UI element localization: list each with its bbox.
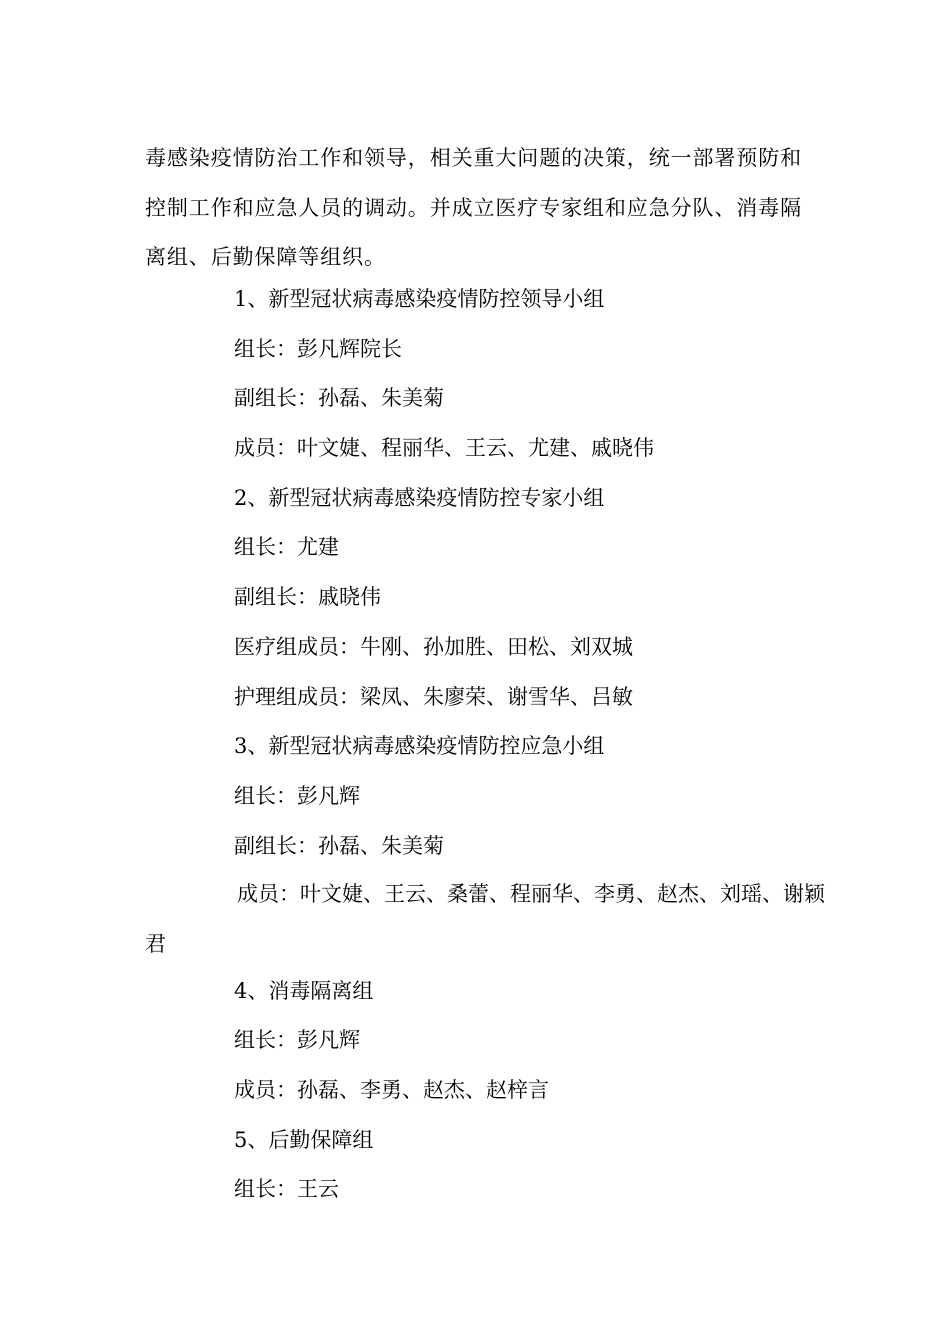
group-5-heading: 5、后勤保障组 [234,1127,374,1152]
group-1-leader: 组长：彭凡辉院长 [234,336,402,361]
group-1-deputy: 副组长：孙磊、朱美菊 [234,386,444,411]
group-2-nursing-members: 护理组成员：梁凤、朱廖荣、谢雪华、吕敏 [234,684,633,709]
group-2-leader: 组长：尤建 [234,535,339,560]
group-4-heading: 4、消毒隔离组 [234,978,374,1003]
group-1-heading: 1、新型冠状病毒感染疫情防控领导小组 [234,287,605,311]
group-4-members: 成员：孙磊、李勇、赵杰、赵梓言 [234,1078,549,1103]
group-2-deputy: 副组长：戚晓伟 [234,585,381,610]
group-list [0,278,950,1218]
group-3-heading: 3、新型冠状病毒感染疫情防控应急小组 [234,734,605,759]
group-2-heading: 2、新型冠状病毒感染疫情防控专家小组 [234,485,605,510]
group-3-leader: 组长：彭凡辉 [234,783,360,808]
intro-paragraph: 毒感染疫情防治工作和领导，相关重大问题的决策，统一部署预防和控制工作和应急人员的调动。并成立医疗专家组和应急分队、消毒隔离组、后勤保障等组织。 [145,146,802,269]
group-2-medical-members: 医疗组成员：牛刚、孙加胜、田松、刘双城 [234,634,633,659]
group-4-leader: 组长：彭凡辉 [234,1028,360,1053]
group-5-leader: 组长：王云 [234,1177,339,1202]
group-3-deputy: 副组长：孙磊、朱美菊 [234,833,444,858]
group-1-members: 成员：叶文婕、程丽华、王云、尤建、戚晓伟 [234,436,654,461]
group-3-members: 成员：叶文婕、王云、桑蕾、程丽华、李勇、赵杰、刘瑶、谢颖君 [145,882,825,956]
